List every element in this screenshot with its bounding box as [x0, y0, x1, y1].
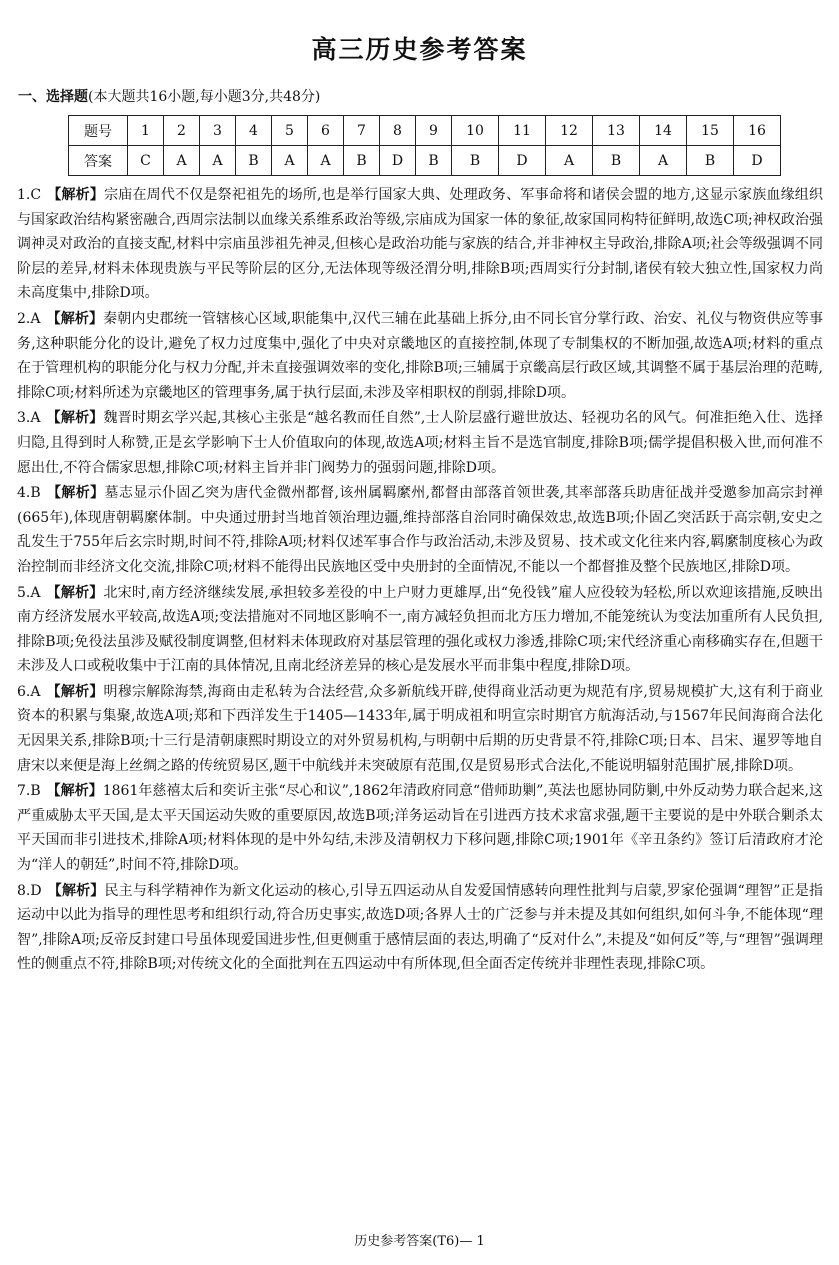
table-cell: B: [236, 146, 272, 176]
item-number: 5.A: [17, 584, 41, 601]
item-number: 3.A: [17, 410, 41, 427]
table-cell: 9: [416, 116, 452, 146]
item-tag: 【解析】: [46, 485, 105, 502]
table-cell: B: [416, 146, 452, 176]
row-label-answers: 答案: [69, 146, 128, 176]
item-tag: 【解析】: [47, 882, 105, 899]
table-cell: 13: [593, 116, 640, 146]
item-text: 魏晋时期玄学兴起,其核心主张是“越名教而任自然”,士人阶层盛行避世放达、轻视功名的风气。何准拒绝入仕、选择归隐,且得到时人称赞,正是玄学影响下士人价值取向的体现,故选A项;材料主旨不是选官制度,排除B项;儒学提倡积极入世,而何准不愿出仕,不符合儒家思想,排除C项;材料主旨并非门阀势力的强弱问题,排除D项。: [17, 410, 823, 476]
table-cell: B: [344, 146, 380, 176]
item-tag: 【解析】: [46, 310, 104, 327]
table-cell: B: [687, 146, 734, 176]
item-tag: 【解析】: [47, 187, 105, 203]
table-row-numbers: [69, 116, 781, 146]
table-cell: 10: [452, 116, 499, 146]
explanation-list: [17, 183, 823, 978]
item-number: 8.D: [17, 882, 42, 899]
section-heading: [18, 86, 320, 106]
table-cell: D: [380, 146, 416, 176]
item-tag: 【解析】: [46, 584, 104, 601]
item-text: 明穆宗解除海禁,海商由走私转为合法经营,众多新航线开辟,使得商业活动更为规范有序,贸易规模扩大,这有利于商业资本的积累与集聚,故选A项;郑和下西洋发生于1405—1433年,属于明成祖和明宣宗时期官方航海活动,与1567年民间海商合法化无因果关系,排除B项;十三行是清朝康熙时期设立的对外贸易机构,与明朝中后期的历史背景不符,排除C项;日本、吕宋、暹罗等地自唐宋以来便是海上丝绸之路的传统贸易区,题干中航线并未突破原有范围,仅是贸易形式合法化,不能说明辐射范围扩展,排除D项。: [17, 683, 824, 774]
table-cell: B: [593, 146, 640, 176]
table-cell: 11: [499, 116, 546, 146]
table-cell: A: [200, 146, 236, 176]
table-cell: 12: [546, 116, 593, 146]
table-cell: A: [546, 146, 593, 176]
item-number: 6.A: [17, 683, 41, 700]
item-text: 秦朝内史郡统一管辖核心区域,职能集中,汉代三辅在此基础上拆分,由不同长官分掌行政、治安、礼仪与物资供应等事务,这种职能分化的设计,避免了权力过度集中,强化了中央对京畿地区的直接控制,体现了专制集权的不断加强,故选A项;材料的重点在于管理机构的职能分化与权力分配,并未直接强调效率的变化,排除B项;三辅属于京畿高层行政区域,其调整不属于基层治理的范畴,排除C项;材料所述为京畿地区的管理事务,属于执行层面,未涉及宰相职权的削弱,排除D项。: [17, 310, 823, 401]
item-number: 2.A: [17, 310, 41, 327]
table-cell: C: [128, 146, 164, 176]
row-label-numbers: 题号: [69, 116, 128, 146]
table-cell: A: [308, 146, 344, 176]
item-tag: 【解析】: [46, 783, 103, 800]
table-cell: 6: [308, 116, 344, 146]
table-cell: D: [734, 146, 781, 176]
table-cell: 3: [200, 116, 236, 146]
table-cell: 5: [272, 116, 308, 146]
table-cell: B: [452, 146, 499, 176]
list-item: [17, 581, 823, 679]
item-text: 1861年慈禧太后和奕䜣主张“尽心和议”,1862年清政府同意“借师助剿”,英法也愿协同防剿,中外反动势力联合起来,这严重威胁太平天国,是太平天国运动失败的重要原因,故选B项;洋务运动旨在引进西方技术求富求强,题干主要说的是中外联合剿杀太平天国而非引进技术,排除A项;材料体现的是中外勾结,未涉及清朝权力下移问题,排除C项;1901年《辛丑条约》签订后清政府才沦为“洋人的朝廷”,时间不符,排除D项。: [17, 783, 823, 874]
table-cell: 2: [164, 116, 200, 146]
list-item: [17, 481, 823, 579]
table-cell: 7: [344, 116, 380, 146]
item-number: 1.C: [17, 187, 42, 203]
table-cell: A: [272, 146, 308, 176]
table-cell: 1: [128, 116, 164, 146]
table-cell: 15: [687, 116, 734, 146]
item-tag: 【解析】: [46, 683, 104, 700]
answer-table: [68, 115, 781, 176]
list-item: [17, 879, 823, 977]
page-footer: 历史参考答案(T6)— 1: [354, 1234, 485, 1249]
table-cell: 8: [380, 116, 416, 146]
table-cell: A: [164, 146, 200, 176]
table-cell: D: [499, 146, 546, 176]
list-item: [17, 406, 823, 480]
list-item: [17, 183, 823, 306]
list-item: [17, 779, 823, 877]
table-row-answers: [69, 146, 781, 176]
table-cell: 4: [236, 116, 272, 146]
section-heading-label: 一、选择题: [18, 89, 88, 105]
item-number: 7.B: [17, 783, 41, 800]
item-number: 4.B: [17, 485, 41, 502]
page-title: 高三历史参考答案: [311, 35, 528, 64]
table-cell: 16: [734, 116, 781, 146]
item-text: 北宋时,南方经济继续发展,承担较多差役的中上户财力更雄厚,出“免役钱”雇人应役较为轻松,所以欢迎该措施,反映出南方经济发展水平较高,故选A项;变法措施对不同地区影响不一,南方减轻负担而北方压力增加,不能笼统认为变法加重所有人民负担,排除B项;免役法虽涉及赋役制度调整,但材料未体现政府对基层管理的强化或权力渗透,排除C项;宋代经济重心南移确实存在,但题干未涉及人口或税收集中于江南的具体情况,且南北经济差异的核心是发展水平而非集中程度,排除D项。: [17, 584, 824, 675]
item-text: 民主与科学精神作为新文化运动的核心,引导五四运动从自发爱国情感转向理性批判与启蒙,罗家伦强调“理智”正是指运动中以此为指导的理性思考和组织行动,符合历史事实,故选D项;各界人士的广泛参与并未提及其如何组织,如何斗争,不能体现“理智”,排除A项;反帝反封建口号虽体现爱国进步性,但更侧重于感情层面的表达,明确了“反对什么”,未提及“如何反”等,与“理智”强调理性的侧重点不符,排除B项;对传统文化的全面批判在五四运动中有所体现,但全面否定传统并非理性表现,排除C项。: [17, 882, 824, 973]
item-tag: 【解析】: [46, 410, 104, 427]
list-item: [17, 680, 823, 778]
section-heading-note: (本大题共16小题,每小题3分,共48分): [88, 89, 321, 105]
list-item: [17, 307, 823, 405]
item-text: 宗庙在周代不仅是祭祀祖先的场所,也是举行国家大典、处理政务、军事命将和诸侯会盟的地方,这显示家族血缘组织与国家政治结构紧密融合,西周宗法制以血缘关系维系政治等级,宗庙成为国家一体的象征,故家国同构特征鲜明,故选C项;神权政治强调神灵对政治的直接支配,材料中宗庙虽涉祖先神灵,但核心是政治功能与家族的结合,并非神权主导政治,排除A项;社会等级强调不同阶层的差异,材料未体现贵族与平民等阶层的区分,无法体现等级泾渭分明,排除B项;西周实行分封制,诸侯有较大独立性,国家权力尚未高度集中,排除D项。: [17, 187, 823, 302]
item-text: 墓志显示仆固乙突为唐代金微州都督,该州属羁縻州,都督由部落首领世袭,其率部落兵助唐征战并受邀参加高宗封禅(665年),体现唐朝羁縻体制。中央通过册封当地首领治理边疆,维持部落自治同时确保效忠,故选B项;仆固乙突活跃于高宗朝,安史之乱发生于755年后玄宗时期,时间不符,排除A项;材料仅述军事合作与政治活动,未涉及贸易、技术或文化往来内容,羁縻制度核心为政治控制而非经济文化交流,排除C项;材料不能得出民族地区受中央册封的全面情况,不能以一个都督推及整个民族地区,排除D项。: [17, 485, 823, 575]
table-cell: A: [640, 146, 687, 176]
table-cell: 14: [640, 116, 687, 146]
